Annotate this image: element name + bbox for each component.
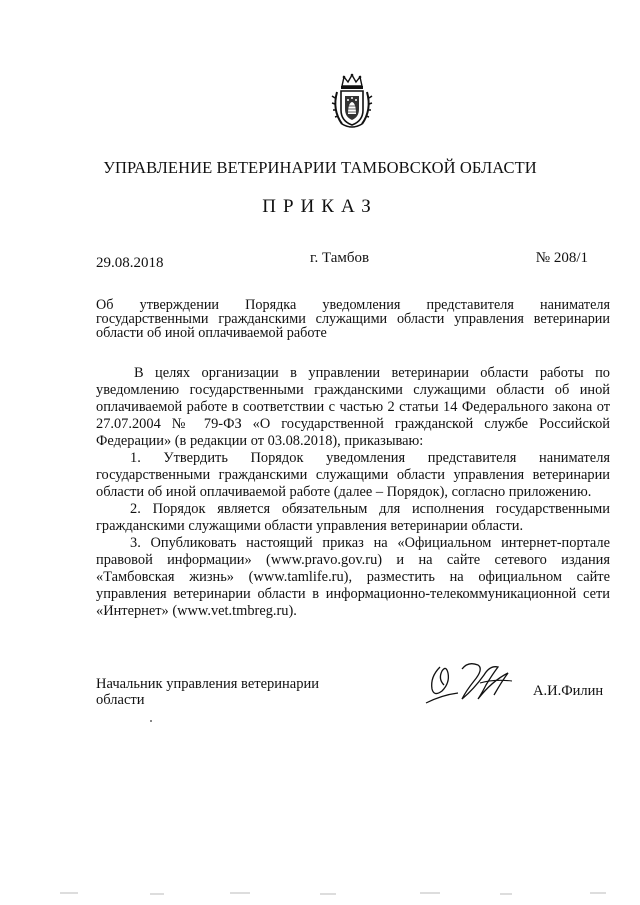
order-date: 29.08.2018: [96, 255, 164, 271]
scan-dot: [150, 720, 152, 722]
order-city: г. Тамбов: [310, 250, 370, 266]
order-subject: Об утверждении Порядка уведомления представителя нанимателя государственными гражданскими служащими области управления ветеринарии области об иной оплачиваемой работе: [96, 297, 610, 341]
scan-edge-artifacts: [0, 888, 640, 898]
order-item-3: 3. Опубликовать настоящий приказ на «Официальном интернет-портале правовой информации» (www.pravo.gov.ru) и на сайте сетевого издания «Тамбовская жизнь» (www.tamlife.ru), разместить на официальном сайте управления ветеринарии области в информационно-телекоммуникационной сети «Интернет» (www.vet.tmbreg.ru).: [96, 535, 610, 619]
document-title: ПРИКАЗ: [262, 196, 378, 217]
signer-name: А.И.Филин: [533, 683, 604, 699]
order-item-2: 2. Порядок является обязательным для исполнения государственными гражданскими служащими области управления ветеринарии области.: [96, 501, 610, 534]
handwritten-signature-icon: [422, 655, 530, 711]
agency-name: УПРАВЛЕНИЕ ВЕТЕРИНАРИИ ТАМБОВСКОЙ ОБЛАСТИ: [103, 158, 537, 177]
coat-of-arms-icon: [328, 72, 376, 134]
order-body: [96, 365, 610, 620]
preamble-paragraph: В целях организации в управлении ветеринарии области работы по уведомлению государственными гражданскими служащими области об иной оплачиваемой работе в соответствии с частью 2 статьи 14 Федерального закона от 27.07.2004 № 79-ФЗ «О государственной гражданской службе Российской Федерации» (в редакции от 03.08.2018), приказываю:: [96, 365, 610, 449]
order-item-1: 1. Утвердить Порядок уведомления представителя нанимателя государственными гражданскими служащими области управления ветеринарии области об иной оплачиваемой работе (далее – Порядок), согласно приложению.: [96, 450, 610, 500]
order-number: № 208/1: [535, 250, 588, 266]
signer-position: Начальник управления ветеринарии области: [96, 676, 320, 708]
